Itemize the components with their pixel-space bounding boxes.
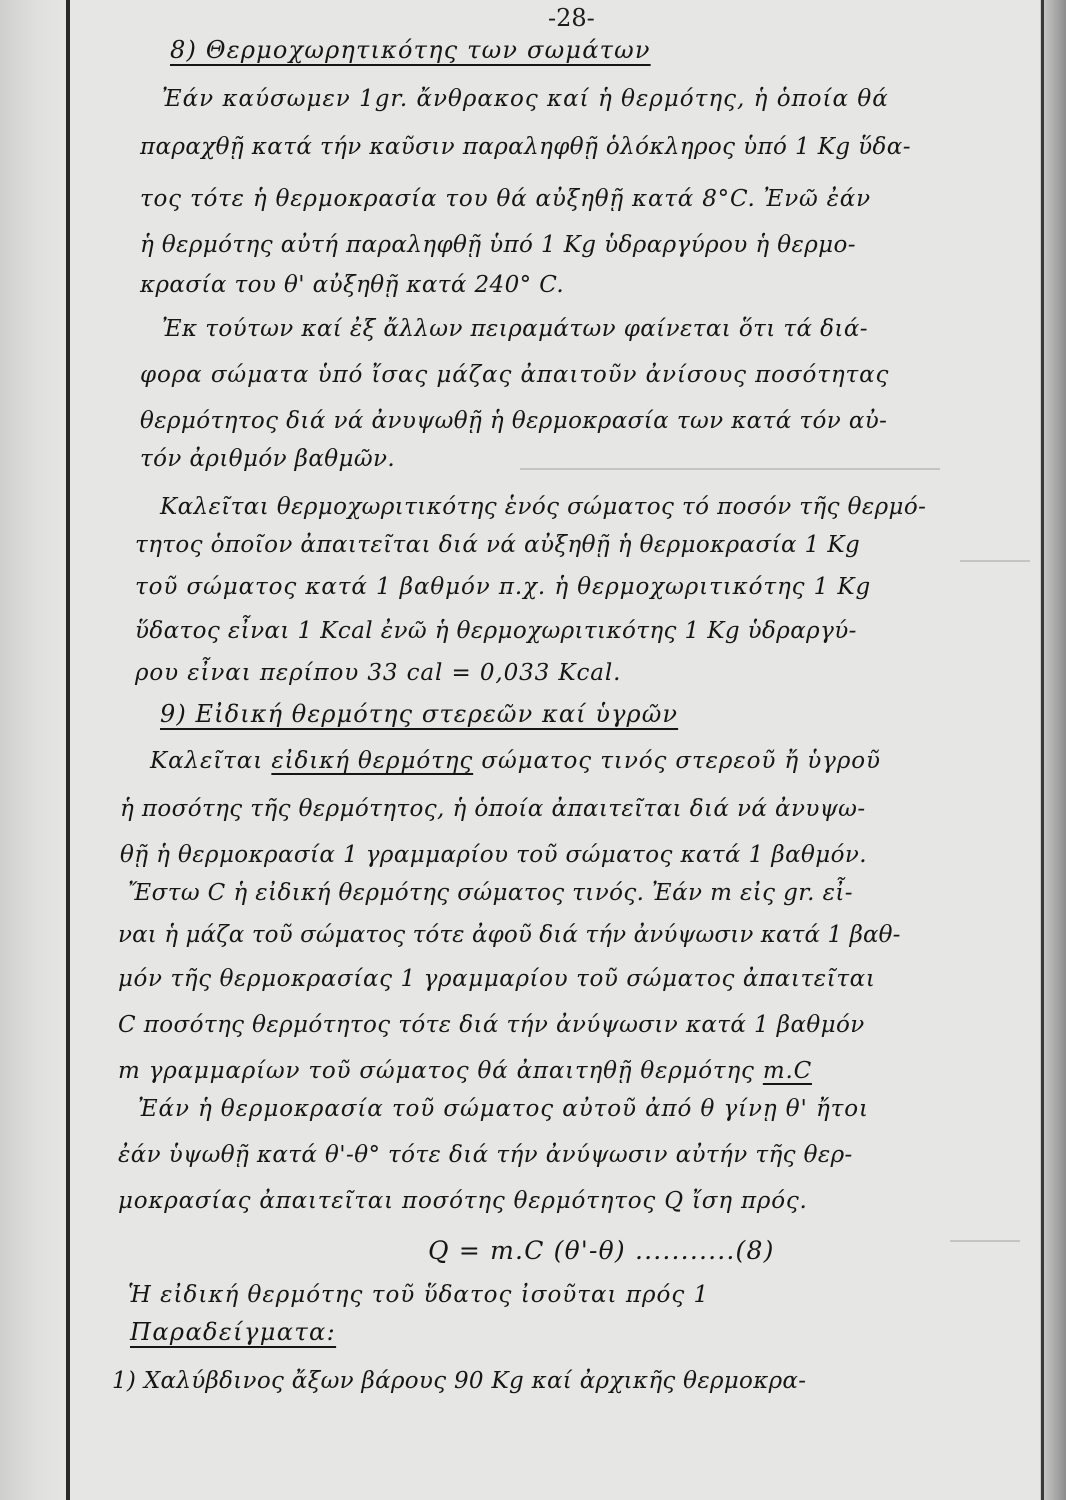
- text-line: ἡ θερμότης αὐτή παραληφθῇ ὑπό 1 Kg ὑδραργύρου ἡ θερμο-: [140, 232, 856, 258]
- text-line: Ἐκ τούτων καί ἐξ ἄλλων πειραμάτων φαίνεται ὅτι τά διά-: [162, 316, 868, 342]
- text-line: μόν τῆς θερμοκρασίας 1 γραμμαρίου τοῦ σώματος ἀπαιτεῖται: [118, 966, 876, 992]
- text-line: Ἐάν καύσωμεν 1gr. ἄνθρακος καί ἡ θερμότης, ἡ ὁποία θά: [162, 86, 889, 112]
- text-line: ὕδατος εἶναι 1 Kcal ἐνῶ ἡ θερμοχωριτικότης 1 Kg ὑδραργύ-: [135, 618, 857, 644]
- water-specific-heat-line: Ἡ εἰδική θερμότης τοῦ ὕδατος ἰσοῦται πρός 1: [128, 1282, 710, 1308]
- section-9-heading: 9) Εἰδική θερμότης στερεῶν καί ὑγρῶν: [160, 700, 679, 728]
- text-line: κρασία του θ' αὐξηθῇ κατά 240° C.: [140, 272, 565, 298]
- text-line: Ἐάν ἡ θερμοκρασία τοῦ σώματος αὐτοῦ ἀπό θ γίνῃ θ' ἤτοι: [138, 1096, 869, 1122]
- text-line: τόν ἀριθμόν βαθμῶν.: [140, 446, 396, 472]
- page-number: -28-: [548, 4, 595, 32]
- bleed-through-marks: [950, 1240, 1020, 1250]
- text-line: φορα σώματα ὑπό ἴσας μάζας ἀπαιτοῦν ἀνίσους ποσότητας: [140, 362, 890, 388]
- right-margin-line: [1041, 0, 1044, 1500]
- text-line: τητος ὁποῖον ἀπαιτεῖται διά νά αὐξηθῇ ἡ θερμοκρασία 1 Kg: [135, 532, 861, 558]
- text-line: τοῦ σώματος κατά 1 βαθμόν π.χ. ἡ θερμοχωριτικότης 1 Kg: [135, 574, 872, 600]
- left-margin-line: [66, 0, 70, 1500]
- text-line: Ἔστω C ἡ εἰδική θερμότης σώματος τινός. Ἐάν m εἰς gr. εἶ-: [128, 880, 853, 906]
- mass-heat-text: m γραμμαρίων τοῦ σώματος θά ἀπαιτηθῇ θερμότης: [118, 1058, 755, 1084]
- definition-line: [150, 748, 881, 774]
- bleed-through-marks: [520, 468, 940, 478]
- definition-prefix: Καλεῖται: [150, 748, 264, 774]
- text-line: παραχθῇ κατά τήν καῦσιν παραληφθῇ ὁλόκληρος ὑπό 1 Kg ὕδα-: [140, 134, 911, 160]
- text-line: ναι ἡ μάζα τοῦ σώματος τότε ἀφοῦ διά τήν ἀνύψωσιν κατά 1 βαθ-: [118, 922, 901, 948]
- specific-heat-term: εἰδική θερμότης: [271, 748, 474, 774]
- text-line: ἐάν ὑψωθῇ κατά θ'-θ° τότε διά τήν ἀνύψωσιν αὐτήν τῆς θερ-: [118, 1142, 853, 1168]
- text-line: μοκρασίας ἀπαιτεῖται ποσότης θερμότητος Q ἴση πρός.: [118, 1188, 808, 1214]
- text-line: ἡ ποσότης τῆς θερμότητος, ἡ ὁποία ἀπαιτεῖται διά νά ἀνυψω-: [120, 796, 866, 822]
- text-line: C ποσότης θερμότητος τότε διά τήν ἀνύψωσιν κατά 1 βαθμόν: [118, 1012, 865, 1038]
- text-line: ρου εἶναι περίπου 33 cal = 0,033 Kcal.: [135, 660, 622, 686]
- example-1-line: 1) Χαλύβδινος ἄξων βάρους 90 Kg καί ἀρχικῆς θερμοκρα-: [112, 1368, 807, 1394]
- definition-suffix: σώματος τινός στερεοῦ ἤ ὑγροῦ: [481, 748, 881, 774]
- left-binding-margin: [0, 0, 70, 1500]
- text-line: θῇ ἡ θερμοκρασία 1 γραμμαρίου τοῦ σώματος κατά 1 βαθμόν.: [120, 842, 867, 868]
- mass-heat-line: [118, 1058, 812, 1084]
- mass-times-c: m.C: [762, 1058, 812, 1084]
- section-8-heading: 8) Θερμοχωρητικότης των σωμάτων: [170, 36, 651, 64]
- bleed-through-marks: [960, 560, 1030, 570]
- examples-heading: Παραδείγματα:: [130, 1318, 337, 1346]
- text-line: Καλεῖται θερμοχωριτικότης ἑνός σώματος τό ποσόν τῆς θερμό-: [160, 494, 927, 520]
- text-line: θερμότητος διά νά ἀνυψωθῇ ἡ θερμοκρασία των κατά τόν αὐ-: [140, 408, 888, 434]
- heat-formula: Q = m.C (θ'-θ) ...........(8): [428, 1236, 775, 1265]
- text-line: τος τότε ἡ θερμοκρασία του θά αὐξηθῇ κατά 8°C. Ἐνῶ ἐάν: [140, 186, 871, 212]
